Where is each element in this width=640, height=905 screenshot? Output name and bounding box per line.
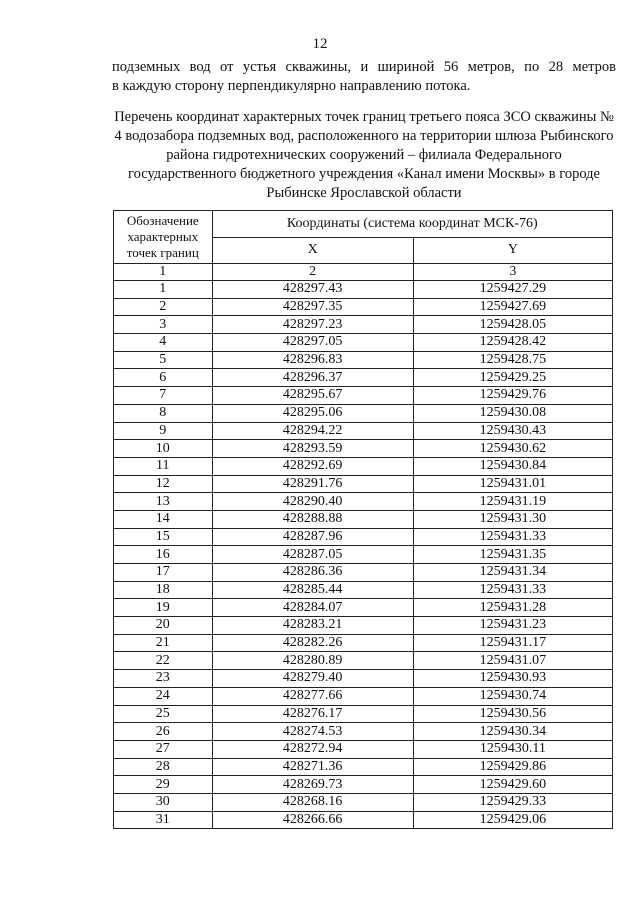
coordinates-table xyxy=(113,210,613,829)
x-coordinate-cell: 428296.83 xyxy=(212,351,413,369)
point-number-cell: 11 xyxy=(114,457,213,475)
point-number-cell: 29 xyxy=(114,776,213,794)
y-coordinate-cell: 1259427.69 xyxy=(413,298,612,316)
table-row xyxy=(114,687,613,705)
y-coordinate-cell: 1259429.76 xyxy=(413,387,612,405)
y-coordinate-cell: 1259430.62 xyxy=(413,440,612,458)
point-number-cell: 18 xyxy=(114,581,213,599)
x-coordinate-cell: 428287.96 xyxy=(212,528,413,546)
y-coordinate-cell: 1259431.34 xyxy=(413,564,612,582)
point-number-cell: 16 xyxy=(114,546,213,564)
table-row xyxy=(114,387,613,405)
x-coordinate-cell: 428293.59 xyxy=(212,440,413,458)
x-coordinate-cell: 428280.89 xyxy=(212,652,413,670)
point-number-cell: 1 xyxy=(114,281,213,299)
point-number-cell: 30 xyxy=(114,793,213,811)
x-coordinate-cell: 428285.44 xyxy=(212,581,413,599)
table-row xyxy=(114,546,613,564)
table-row xyxy=(114,652,613,670)
point-number-cell: 6 xyxy=(114,369,213,387)
y-coordinate-cell: 1259429.33 xyxy=(413,793,612,811)
x-coordinate-cell: 428290.40 xyxy=(212,493,413,511)
point-number-cell: 2 xyxy=(114,298,213,316)
table-row xyxy=(114,723,613,741)
y-coordinate-cell: 1259431.33 xyxy=(413,528,612,546)
y-coordinate-cell: 1259431.07 xyxy=(413,652,612,670)
point-number-cell: 31 xyxy=(114,811,213,829)
column-number: 3 xyxy=(413,264,612,281)
table-row xyxy=(114,811,613,829)
x-coordinate-cell: 428276.17 xyxy=(212,705,413,723)
x-coordinate-cell: 428268.16 xyxy=(212,793,413,811)
y-coordinate-cell: 1259431.35 xyxy=(413,546,612,564)
x-coordinate-cell: 428288.88 xyxy=(212,510,413,528)
x-coordinate-cell: 428297.35 xyxy=(212,298,413,316)
table-row xyxy=(114,493,613,511)
point-number-cell: 9 xyxy=(114,422,213,440)
x-coordinate-cell: 428297.23 xyxy=(212,316,413,334)
y-coordinate-cell: 1259428.05 xyxy=(413,316,612,334)
intro-line-1: подземных вод от устья скважины, и шириной 56 метров, по 28 метров xyxy=(112,59,616,75)
x-coordinate-cell: 428282.26 xyxy=(212,634,413,652)
table-row xyxy=(114,369,613,387)
point-number-cell: 21 xyxy=(114,634,213,652)
y-coordinate-cell: 1259430.08 xyxy=(413,404,612,422)
point-number-cell: 7 xyxy=(114,387,213,405)
point-number-cell: 8 xyxy=(114,404,213,422)
x-coordinate-cell: 428297.05 xyxy=(212,334,413,352)
x-coordinate-cell: 428277.66 xyxy=(212,687,413,705)
point-number-cell: 12 xyxy=(114,475,213,493)
x-coordinate-cell: 428295.67 xyxy=(212,387,413,405)
point-number-cell: 24 xyxy=(114,687,213,705)
y-coordinate-cell: 1259429.25 xyxy=(413,369,612,387)
y-coordinate-cell: 1259431.33 xyxy=(413,581,612,599)
x-coordinate-cell: 428294.22 xyxy=(212,422,413,440)
point-number-cell: 23 xyxy=(114,670,213,688)
table-row xyxy=(114,758,613,776)
table-row xyxy=(114,457,613,475)
x-coordinate-cell: 428269.73 xyxy=(212,776,413,794)
table-row xyxy=(114,422,613,440)
point-number-cell: 15 xyxy=(114,528,213,546)
y-coordinate-cell: 1259430.84 xyxy=(413,457,612,475)
column-number: 1 xyxy=(114,264,213,281)
x-coordinate-cell: 428274.53 xyxy=(212,723,413,741)
point-number-cell: 28 xyxy=(114,758,213,776)
x-coordinate-cell: 428283.21 xyxy=(212,617,413,635)
y-coordinate-cell: 1259429.06 xyxy=(413,811,612,829)
table-row xyxy=(114,670,613,688)
column-number: 2 xyxy=(212,264,413,281)
x-coordinate-cell: 428296.37 xyxy=(212,369,413,387)
intro-line-2: в каждую сторону перпендикулярно направлению потока. xyxy=(112,78,471,94)
point-number-cell: 5 xyxy=(114,351,213,369)
table-row xyxy=(114,528,613,546)
x-coordinate-cell: 428279.40 xyxy=(212,670,413,688)
y-coordinate-cell: 1259429.86 xyxy=(413,758,612,776)
header-point-designation: Обозначение характерных точек границ xyxy=(114,211,213,264)
y-coordinate-cell: 1259430.34 xyxy=(413,723,612,741)
point-number-cell: 10 xyxy=(114,440,213,458)
table-row xyxy=(114,793,613,811)
table-row xyxy=(114,740,613,758)
x-coordinate-cell: 428272.94 xyxy=(212,740,413,758)
y-coordinate-cell: 1259431.17 xyxy=(413,634,612,652)
x-coordinate-cell: 428292.69 xyxy=(212,457,413,475)
point-number-cell: 4 xyxy=(114,334,213,352)
y-coordinate-cell: 1259430.93 xyxy=(413,670,612,688)
y-coordinate-cell: 1259431.28 xyxy=(413,599,612,617)
table-row xyxy=(114,334,613,352)
y-coordinate-cell: 1259431.01 xyxy=(413,475,612,493)
table-row xyxy=(114,281,613,299)
point-number-cell: 25 xyxy=(114,705,213,723)
point-number-cell: 14 xyxy=(114,510,213,528)
y-coordinate-cell: 1259428.42 xyxy=(413,334,612,352)
page-number: 12 xyxy=(312,36,328,52)
y-coordinate-cell: 1259430.74 xyxy=(413,687,612,705)
point-number-cell: 22 xyxy=(114,652,213,670)
x-coordinate-cell: 428291.76 xyxy=(212,475,413,493)
x-coordinate-cell: 428297.43 xyxy=(212,281,413,299)
point-number-cell: 19 xyxy=(114,599,213,617)
table-row xyxy=(114,776,613,794)
x-coordinate-cell: 428295.06 xyxy=(212,404,413,422)
y-coordinate-cell: 1259430.56 xyxy=(413,705,612,723)
y-coordinate-cell: 1259430.11 xyxy=(413,740,612,758)
intro-paragraph xyxy=(112,58,616,96)
table-row xyxy=(114,404,613,422)
header-y: Y xyxy=(413,237,612,264)
list-title: Перечень координат характерных точек границ третьего пояса ЗСО скважины № 4 водозабора подземных вод, расположенного на территории шлюза Рыбинского района гидротехнических сооружений – филиала Федерального государственного бюджетного учреждения «Канал имени Москвы» в городе Рыбинске Ярославской области xyxy=(114,109,614,201)
table-row xyxy=(114,599,613,617)
table-row xyxy=(114,564,613,582)
y-coordinate-cell: 1259429.60 xyxy=(413,776,612,794)
point-number-cell: 26 xyxy=(114,723,213,741)
y-coordinate-cell: 1259427.29 xyxy=(413,281,612,299)
header-x: X xyxy=(212,237,413,264)
table-row xyxy=(114,705,613,723)
x-coordinate-cell: 428286.36 xyxy=(212,564,413,582)
y-coordinate-cell: 1259428.75 xyxy=(413,351,612,369)
table-row xyxy=(114,581,613,599)
x-coordinate-cell: 428287.05 xyxy=(212,546,413,564)
table-body xyxy=(114,281,613,829)
point-number-cell: 27 xyxy=(114,740,213,758)
y-coordinate-cell: 1259431.30 xyxy=(413,510,612,528)
point-number-cell: 13 xyxy=(114,493,213,511)
table-row xyxy=(114,351,613,369)
y-coordinate-cell: 1259430.43 xyxy=(413,422,612,440)
table-row xyxy=(114,634,613,652)
table-row xyxy=(114,298,613,316)
point-number-cell: 20 xyxy=(114,617,213,635)
y-coordinate-cell: 1259431.19 xyxy=(413,493,612,511)
table-row xyxy=(114,440,613,458)
x-coordinate-cell: 428271.36 xyxy=(212,758,413,776)
header-coordinates: Координаты (система координат МСК-76) xyxy=(212,211,612,238)
y-coordinate-cell: 1259431.23 xyxy=(413,617,612,635)
point-number-cell: 3 xyxy=(114,316,213,334)
x-coordinate-cell: 428284.07 xyxy=(212,599,413,617)
x-coordinate-cell: 428266.66 xyxy=(212,811,413,829)
table-row xyxy=(114,510,613,528)
table-row xyxy=(114,617,613,635)
table-row xyxy=(114,316,613,334)
table-row xyxy=(114,475,613,493)
point-number-cell: 17 xyxy=(114,564,213,582)
